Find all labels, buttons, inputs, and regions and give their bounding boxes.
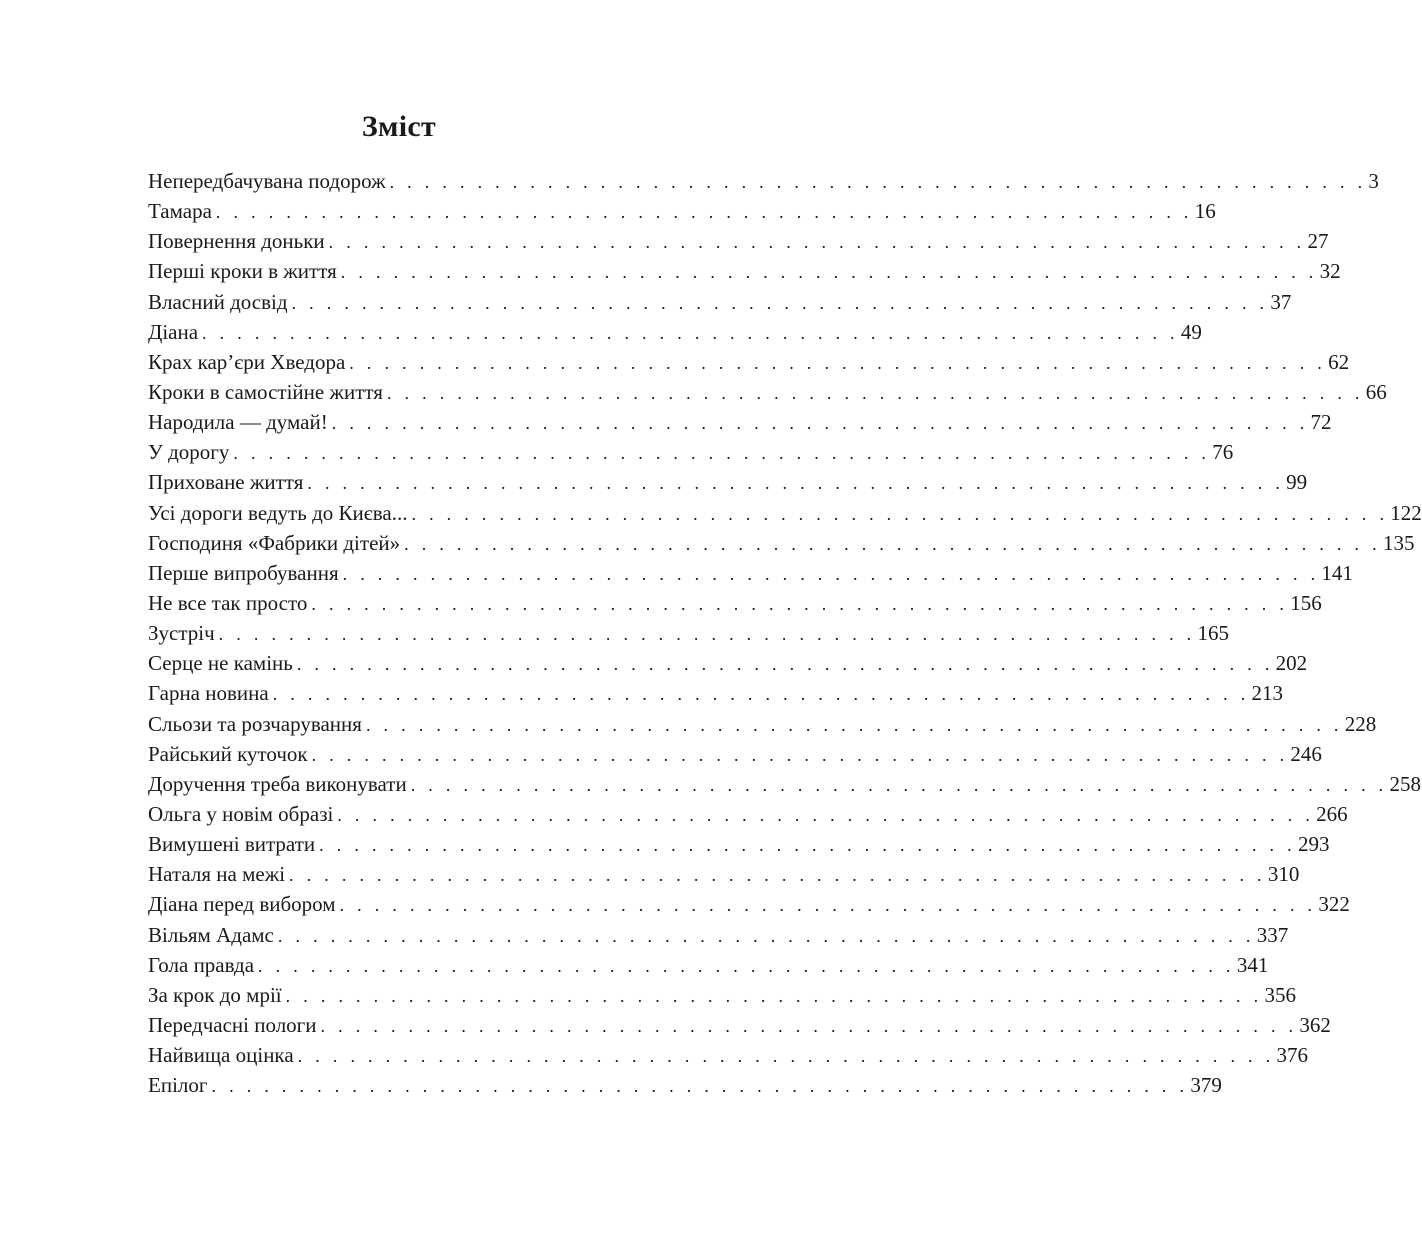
- toc-entry: [148, 889, 1350, 919]
- dot-leader: . . . . . . . . . . . . . . . . . . . . . . . . . . . . . . . . . . . . . . . . . . . . . . . . . . . . . . . .: [342, 563, 1320, 584]
- toc-entry-title: За крок до мрії: [148, 982, 282, 1007]
- toc-entry: [148, 226, 1329, 256]
- toc-entry: [148, 829, 1330, 859]
- toc-entry-title: Власний досвід: [148, 289, 288, 314]
- page-title: Зміст: [361, 110, 437, 143]
- toc-entry-title: Райський куточок: [148, 741, 308, 766]
- toc-entry: [148, 287, 1292, 317]
- toc-entry: [148, 256, 1341, 286]
- toc-page-number: 141: [1321, 560, 1353, 585]
- toc-entry-title: Приховане життя: [148, 470, 304, 495]
- toc-page-number: 337: [1256, 922, 1289, 947]
- toc-entry: [148, 920, 1289, 950]
- toc-entry-title: Вимушені витрати: [148, 832, 316, 857]
- dot-leader: . . . . . . . . . . . . . . . . . . . . . . . . . . . . . . . . . . . . . . . . . . . . . . . . . . . . . . . .: [285, 985, 1263, 1006]
- dot-leader: . . . . . . . . . . . . . . . . . . . . . . . . . . . . . . . . . . . . . . . . . . . . . . . . . . . . . . . .: [272, 684, 1250, 705]
- dot-leader: . . . . . . . . . . . . . . . . . . . . . . . . . . . . . . . . . . . . . . . . . . . . . . . . . . . . . . . .: [319, 835, 1296, 856]
- toc-page-number: 156: [1290, 590, 1322, 615]
- toc-page-number: 310: [1267, 862, 1300, 887]
- toc-entry: [148, 648, 1308, 678]
- toc-page-number: 135: [1382, 530, 1415, 555]
- toc-entry: [148, 709, 1377, 739]
- toc-page-number: 293: [1297, 832, 1330, 857]
- toc-entry-title: Кроки в самостійне життя: [148, 379, 383, 404]
- dot-leader: . . . . . . . . . . . . . . . . . . . . . . . . . . . . . . . . . . . . . . . . . . . . . . . . . . . . . . . .: [340, 262, 1318, 283]
- toc-entry: [148, 859, 1300, 889]
- dot-leader: . . . . . . . . . . . . . . . . . . . . . . . . . . . . . . . . . . . . . . . . . . . . . . . . . . . . . . . .: [328, 232, 1306, 253]
- toc-entry-title: Гола правда: [148, 952, 255, 977]
- toc-page-number: 66: [1365, 379, 1387, 404]
- dot-leader: . . . . . . . . . . . . . . . . . . . . . . . . . . . . . . . . . . . . . . . . . . . . . . . . . . . . . . . .: [215, 202, 1193, 223]
- dot-leader: . . . . . . . . . . . . . . . . . . . . . . . . . . . . . . . . . . . . . . . . . . . . . . . . . . . . . . . .: [311, 593, 1289, 614]
- toc-entry-title: У дорогу: [148, 440, 230, 465]
- toc-page-number: 258: [1389, 771, 1421, 796]
- dot-leader: . . . . . . . . . . . . . . . . . . . . . . . . . . . . . . . . . . . . . . . . . . . . . . . . . . . . . . . .: [307, 473, 1285, 494]
- toc-entry: [148, 196, 1216, 226]
- dot-leader: . . . . . . . . . . . . . . . . . . . . . . . . . . . . . . . . . . . . . . . . . . . . . . . . . . . . . . . .: [296, 654, 1274, 675]
- dot-leader: . . . . . . . . . . . . . . . . . . . . . . . . . . . . . . . . . . . . . . . . . . . . . . . . . . . . . . . .: [349, 352, 1327, 373]
- dot-leader: . . . . . . . . . . . . . . . . . . . . . . . . . . . . . . . . . . . . . . . . . . . . . . . . . . . . . . . .: [331, 413, 1309, 434]
- dot-leader: . . . . . . . . . . . . . . . . . . . . . . . . . . . . . . . . . . . . . . . . . . . . . . . . . . . . . . . .: [258, 955, 1235, 976]
- toc-entry-title: Серце не камінь: [148, 651, 293, 676]
- toc-page-number: 376: [1276, 1043, 1308, 1068]
- dot-leader: . . . . . . . . . . . . . . . . . . . . . . . . . . . . . . . . . . . . . . . . . . . . . . . . . . . . . . . .: [404, 533, 1381, 554]
- toc-entry: [148, 347, 1350, 377]
- toc-entry: [148, 166, 1379, 196]
- toc-page-number: 76: [1212, 440, 1234, 465]
- toc-page-number: 72: [1310, 410, 1332, 435]
- toc-entry-title: Тамара: [148, 199, 212, 224]
- toc-entry-title: Сльози та розчарування: [148, 711, 362, 736]
- toc-page-number: 32: [1319, 259, 1341, 284]
- toc-entry-title: Епілог: [148, 1073, 208, 1098]
- toc-entry-title: Передчасні пологи: [148, 1012, 317, 1037]
- toc-page-number: 99: [1286, 470, 1308, 495]
- toc-page-number: 3: [1368, 169, 1379, 193]
- dot-leader: . . . . . . . . . . . . . . . . . . . . . . . . . . . . . . . . . . . . . . . . . . . . . . . . . . . . . . . .: [389, 172, 1367, 192]
- toc-entry-title: Вільям Адамс: [148, 922, 274, 947]
- dot-leader: . . . . . . . . . . . . . . . . . . . . . . . . . . . . . . . . . . . . . . . . . . . . . . . . . . . . . . . .: [337, 804, 1315, 825]
- toc-entry-title: Не все так просто: [148, 590, 308, 615]
- toc-entry: [148, 1070, 1222, 1100]
- toc-entry: [148, 498, 1422, 528]
- toc-entry: [148, 317, 1202, 347]
- dot-leader: . . . . . . . . . . . . . . . . . . . . . . . . . . . . . . . . . . . . . . . . . . . . . . . . . . . . . . . .: [386, 382, 1364, 403]
- dot-leader: . . . . . . . . . . . . . . . . . . . . . . . . . . . . . . . . . . . . . . . . . . . . . . . . . . . . . . . .: [233, 443, 1211, 464]
- toc-page-number: 202: [1275, 651, 1308, 676]
- toc-page-number: 341: [1236, 952, 1269, 977]
- toc-page-number: 37: [1270, 289, 1292, 314]
- toc-page-number: 165: [1197, 621, 1229, 646]
- toc-entry-title: Непередбачувана подорож: [148, 169, 386, 193]
- dot-leader: . . . . . . . . . . . . . . . . . . . . . . . . . . . . . . . . . . . . . . . . . . . . . . . . . . . . . . . .: [311, 744, 1289, 765]
- toc-entry: [148, 1040, 1308, 1070]
- dot-leader: . . . . . . . . . . . . . . . . . . . . . . . . . . . . . . . . . . . . . . . . . . . . . . . . . . . . . . . .: [291, 292, 1269, 313]
- dot-leader: . . . . . . . . . . . . . . . . . . . . . . . . . . . . . . . . . . . . . . . . . . . . . . . . . . . . . . . .: [339, 895, 1317, 916]
- table-of-contents: [148, 166, 1422, 1100]
- toc-entry-title: Наталя на межі: [148, 862, 286, 887]
- toc-entry: [148, 980, 1296, 1010]
- toc-page-number: 266: [1316, 801, 1348, 826]
- dot-leader: . . . . . . . . . . . . . . . . . . . . . . . . . . . . . . . . . . . . . . . . . . . . . . . . . . . . . . . .: [297, 1046, 1275, 1067]
- dot-leader: . . . . . . . . . . . . . . . . . . . . . . . . . . . . . . . . . . . . . . . . . . . . . . . . . . . . . . . .: [211, 1076, 1189, 1097]
- toc-entry-title: Діана: [148, 319, 199, 344]
- toc-page-number: 62: [1328, 349, 1350, 374]
- toc-entry: [148, 1010, 1331, 1040]
- toc-entry-title: Господиня «Фабрики дітей»: [148, 530, 401, 555]
- toc-page-number: 49: [1180, 319, 1202, 344]
- toc-page-number: 356: [1264, 982, 1296, 1007]
- toc-page-number: 213: [1251, 681, 1284, 706]
- toc-entry-title: Повернення доньки: [148, 229, 325, 254]
- toc-page-number: 322: [1318, 892, 1350, 917]
- toc-page-number: 246: [1290, 741, 1322, 766]
- toc-entry-title: Ольга у новім образі: [148, 801, 334, 826]
- toc-entry: [148, 377, 1387, 407]
- toc-entry: [148, 678, 1284, 708]
- toc-entry-title: Гарна новина: [148, 681, 269, 706]
- dot-leader: . . . . . . . . . . . . . . . . . . . . . . . . . . . . . . . . . . . . . . . . . . . . . . . . . . . . . . . .: [289, 865, 1266, 886]
- toc-entry: [148, 437, 1234, 467]
- toc-page-number: 362: [1299, 1012, 1331, 1037]
- dot-leader: . . . . . . . . . . . . . . . . . . . . . . . . . . . . . . . . . . . . . . . . . . . . . . . . . . . . . . . .: [218, 624, 1196, 645]
- toc-page-number: 379: [1190, 1073, 1222, 1098]
- toc-entry: [148, 739, 1322, 769]
- toc-page-number: 16: [1194, 199, 1216, 224]
- toc-entry: [148, 769, 1421, 799]
- toc-entry: [148, 799, 1348, 829]
- toc-entry: [148, 950, 1269, 980]
- dot-leader: . . . . . . . . . . . . . . . . . . . . . . . . . . . . . . . . . . . . . . . . . . . . . . . . . . . . . . . .: [411, 503, 1389, 524]
- dot-leader: . . . . . . . . . . . . . . . . . . . . . . . . . . . . . . . . . . . . . . . . . . . . . . . . . . . . . . . .: [410, 774, 1388, 795]
- toc-entry-title: Крах кар’єри Хведора: [148, 349, 346, 374]
- toc-entry-title: Зустріч: [148, 621, 215, 646]
- toc-entry-title: Найвища оцінка: [148, 1043, 294, 1068]
- toc-page-number: 228: [1344, 711, 1377, 736]
- toc-entry-title: Перше випробування: [148, 560, 339, 585]
- toc-entry-title: Народила — думай!: [148, 410, 328, 435]
- toc-page-number: 122: [1390, 500, 1422, 525]
- toc-entry-title: Доручення треба виконувати: [148, 771, 407, 796]
- toc-entry-title: Перші кроки в життя: [148, 259, 337, 284]
- toc-entry: [148, 528, 1415, 558]
- dot-leader: . . . . . . . . . . . . . . . . . . . . . . . . . . . . . . . . . . . . . . . . . . . . . . . . . . . . . . . .: [320, 1015, 1298, 1036]
- dot-leader: . . . . . . . . . . . . . . . . . . . . . . . . . . . . . . . . . . . . . . . . . . . . . . . . . . . . . . . .: [365, 714, 1343, 735]
- toc-entry: [148, 407, 1332, 437]
- toc-entry: [148, 588, 1322, 618]
- dot-leader: . . . . . . . . . . . . . . . . . . . . . . . . . . . . . . . . . . . . . . . . . . . . . . . . . . . . . . . .: [202, 322, 1179, 343]
- toc-entry: [148, 558, 1353, 588]
- toc-entry-title: Усі дороги ведуть до Києва...: [148, 500, 408, 525]
- toc-entry: [148, 467, 1308, 497]
- toc-page-number: 27: [1307, 229, 1329, 254]
- toc-entry: [148, 618, 1229, 648]
- dot-leader: . . . . . . . . . . . . . . . . . . . . . . . . . . . . . . . . . . . . . . . . . . . . . . . . . . . . . . . .: [277, 925, 1255, 946]
- toc-entry-title: Діана перед вибором: [148, 892, 336, 917]
